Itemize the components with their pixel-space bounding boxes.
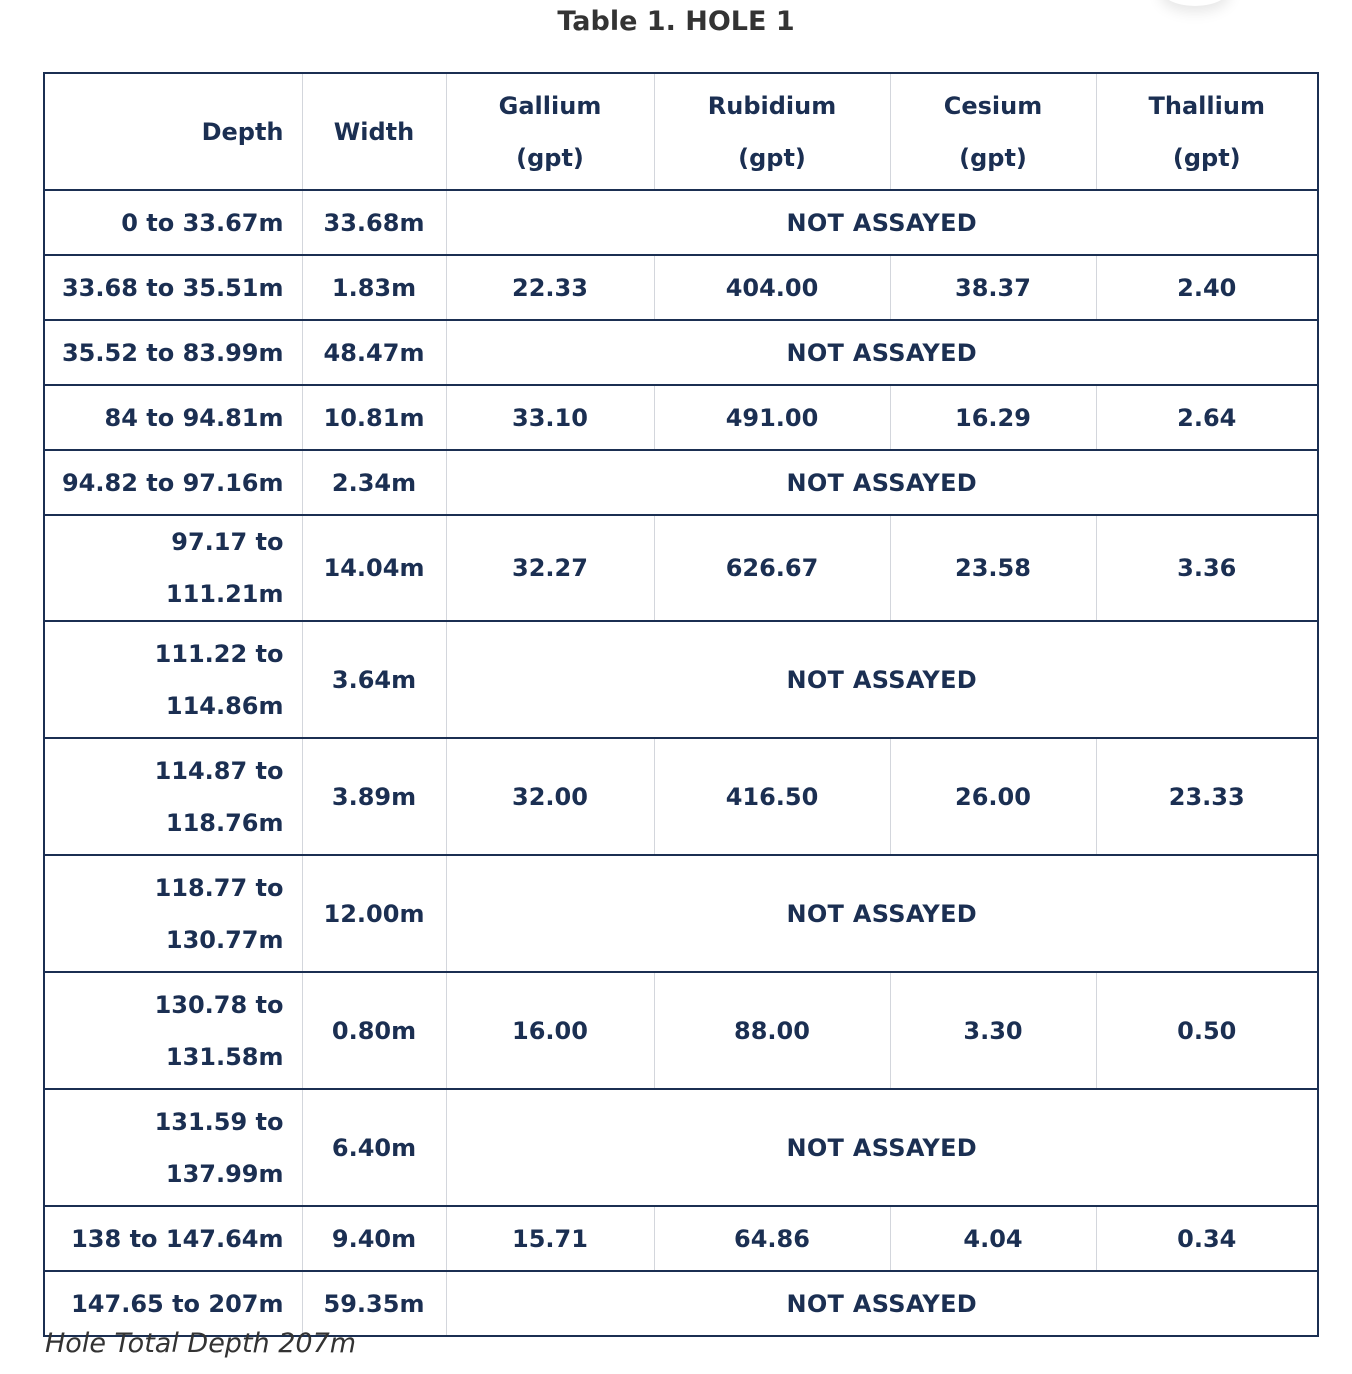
gallium-cell: 15.71 bbox=[446, 1206, 654, 1271]
depth-cell bbox=[44, 255, 302, 320]
width-cell: 9.40m bbox=[302, 1206, 446, 1271]
rubidium-cell: 491.00 bbox=[654, 385, 890, 450]
width-cell: 2.34m bbox=[302, 450, 446, 515]
width-cell: 3.89m bbox=[302, 738, 446, 855]
depth-text-cont: 114.86m bbox=[165, 691, 284, 720]
width-cell: 48.47m bbox=[302, 320, 446, 385]
cesium-cell: 16.29 bbox=[890, 385, 1096, 450]
width-cell: 14.04m bbox=[302, 515, 446, 621]
gallium-cell: 33.10 bbox=[446, 385, 654, 450]
depth-cell bbox=[44, 190, 302, 255]
gallium-cell: 22.33 bbox=[446, 255, 654, 320]
width-cell: 6.40m bbox=[302, 1089, 446, 1206]
depth-text: 33.68 to 35.51m bbox=[61, 273, 284, 302]
depth-text-cont: 118.76m bbox=[165, 808, 284, 837]
depth-text-cont: 137.99m bbox=[165, 1159, 284, 1188]
rubidium-cell: 88.00 bbox=[654, 972, 890, 1089]
depth-text-cont: 131.58m bbox=[165, 1042, 284, 1071]
width-cell: 33.68m bbox=[302, 190, 446, 255]
width-cell: 59.35m bbox=[302, 1271, 446, 1336]
table-row bbox=[44, 738, 1318, 855]
depth-text: 114.87 to bbox=[154, 756, 284, 785]
header-width: Width bbox=[302, 73, 446, 190]
not-assayed-cell: NOT ASSAYED bbox=[446, 1271, 1318, 1336]
table-row bbox=[44, 190, 1318, 255]
not-assayed-cell: NOT ASSAYED bbox=[446, 450, 1318, 515]
assay-table bbox=[43, 72, 1319, 1337]
depth-text: 118.77 to bbox=[154, 873, 284, 902]
table-row bbox=[44, 621, 1318, 738]
table-row bbox=[44, 450, 1318, 515]
table-row bbox=[44, 255, 1318, 320]
table-row bbox=[44, 320, 1318, 385]
gallium-cell: 32.27 bbox=[446, 515, 654, 621]
depth-text-cont: 130.77m bbox=[165, 925, 284, 954]
depth-text: 147.65 to 207m bbox=[71, 1289, 284, 1318]
table-body bbox=[44, 190, 1318, 1336]
cesium-cell: 23.58 bbox=[890, 515, 1096, 621]
table-row bbox=[44, 515, 1318, 621]
cesium-cell: 3.30 bbox=[890, 972, 1096, 1089]
header-gallium: Gallium (gpt) bbox=[446, 73, 654, 190]
depth-cell bbox=[44, 1089, 302, 1206]
table-row bbox=[44, 385, 1318, 450]
gallium-cell: 16.00 bbox=[446, 972, 654, 1089]
depth-text: 130.78 to bbox=[154, 990, 284, 1019]
width-cell: 0.80m bbox=[302, 972, 446, 1089]
table-row bbox=[44, 1089, 1318, 1206]
depth-cell bbox=[44, 385, 302, 450]
table-row bbox=[44, 1206, 1318, 1271]
depth-text: 131.59 to bbox=[154, 1107, 284, 1136]
footnote: Hole Total Depth 207m bbox=[45, 1328, 357, 1359]
thallium-cell: 2.40 bbox=[1096, 255, 1318, 320]
gallium-cell: 32.00 bbox=[446, 738, 654, 855]
cesium-cell: 38.37 bbox=[890, 255, 1096, 320]
not-assayed-cell: NOT ASSAYED bbox=[446, 855, 1318, 972]
depth-text: 0 to 33.67m bbox=[121, 208, 284, 237]
width-cell: 3.64m bbox=[302, 621, 446, 738]
cesium-cell: 26.00 bbox=[890, 738, 1096, 855]
table-row bbox=[44, 972, 1318, 1089]
depth-cell bbox=[44, 1206, 302, 1271]
thallium-cell: 0.34 bbox=[1096, 1206, 1318, 1271]
table-row bbox=[44, 855, 1318, 972]
not-assayed-cell: NOT ASSAYED bbox=[446, 621, 1318, 738]
depth-text: 138 to 147.64m bbox=[71, 1224, 284, 1253]
width-cell: 10.81m bbox=[302, 385, 446, 450]
header-rubidium: Rubidium (gpt) bbox=[654, 73, 890, 190]
depth-cell bbox=[44, 515, 302, 621]
thallium-cell: 0.50 bbox=[1096, 972, 1318, 1089]
depth-text: 97.17 to 111.21m bbox=[165, 528, 284, 608]
header-depth: Depth bbox=[44, 73, 302, 190]
width-cell: 1.83m bbox=[302, 255, 446, 320]
depth-text: 94.82 to 97.16m bbox=[61, 468, 284, 497]
depth-cell bbox=[44, 450, 302, 515]
table-title: Table 1. HOLE 1 bbox=[557, 6, 795, 37]
depth-text: 84 to 94.81m bbox=[104, 403, 284, 432]
not-assayed-cell: NOT ASSAYED bbox=[446, 1089, 1318, 1206]
header-thallium: Thallium (gpt) bbox=[1096, 73, 1318, 190]
depth-text: 111.22 to bbox=[154, 639, 284, 668]
width-cell: 12.00m bbox=[302, 855, 446, 972]
header-cesium: Cesium (gpt) bbox=[890, 73, 1096, 190]
table-header-row bbox=[44, 73, 1318, 190]
thallium-cell: 2.64 bbox=[1096, 385, 1318, 450]
rubidium-cell: 416.50 bbox=[654, 738, 890, 855]
not-assayed-cell: NOT ASSAYED bbox=[446, 320, 1318, 385]
depth-cell bbox=[44, 855, 302, 972]
rubidium-cell: 64.86 bbox=[654, 1206, 890, 1271]
depth-cell bbox=[44, 621, 302, 738]
depth-cell bbox=[44, 972, 302, 1089]
rubidium-cell: 404.00 bbox=[654, 255, 890, 320]
rubidium-cell: 626.67 bbox=[654, 515, 890, 621]
thallium-cell: 23.33 bbox=[1096, 738, 1318, 855]
not-assayed-cell: NOT ASSAYED bbox=[446, 190, 1318, 255]
depth-text: 35.52 to 83.99m bbox=[61, 338, 284, 367]
thallium-cell: 3.36 bbox=[1096, 515, 1318, 621]
depth-cell bbox=[44, 320, 302, 385]
cesium-cell: 4.04 bbox=[890, 1206, 1096, 1271]
depth-cell bbox=[44, 738, 302, 855]
